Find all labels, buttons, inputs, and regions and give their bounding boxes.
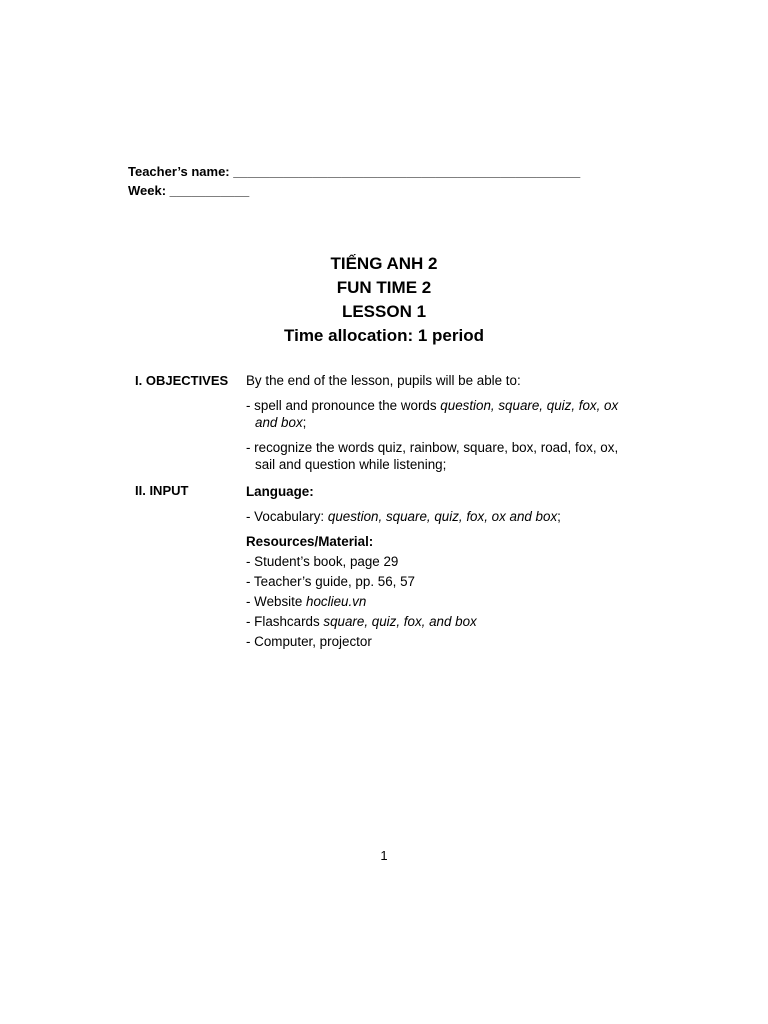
objectives-label: I. OBJECTIVES: [135, 373, 229, 388]
vocabulary-words: question, square, quiz, fox, ox and box: [327, 509, 558, 524]
page-number: 1: [380, 848, 388, 863]
objective-item-recognize: - recognize the words quiz, rainbow, square, box, road, fox, ox, sail and question while listening;: [246, 440, 619, 472]
resource-item: [246, 613, 636, 630]
week-field: Week: ___________: [128, 183, 250, 198]
input-label: II. INPUT: [135, 483, 189, 498]
resource-item: - Computer, projector: [246, 634, 372, 649]
objectives-content: [246, 372, 636, 473]
unit-title: FUN TIME 2: [336, 278, 432, 297]
objective-item-spell: [246, 397, 636, 431]
input-content: [246, 483, 636, 650]
teacher-name-field: Teacher’s name: ________________________________________________: [128, 164, 581, 179]
vocabulary-item: [246, 508, 636, 525]
resource-item: - Student’s book, page 29: [246, 554, 399, 569]
resources-heading: Resources/Material:: [246, 534, 374, 549]
resource-website-link: hoclieu.vn: [306, 594, 367, 609]
objective-item-spell-prefix: - spell and pronounce the words: [246, 398, 441, 413]
resource-flashcards-prefix: - Flashcards: [246, 614, 324, 629]
resource-item: [246, 593, 636, 610]
vocabulary-prefix: - Vocabulary:: [246, 509, 328, 524]
objective-item-spell-words: question, square, quiz, fox, ox and box: [255, 398, 619, 430]
resource-item: - Teacher’s guide, pp. 56, 57: [246, 574, 415, 589]
resource-website-prefix: - Website: [246, 594, 307, 609]
language-heading: Language:: [246, 484, 314, 499]
lesson-title-block: [0, 252, 768, 348]
subject-title: TIẾNG ANH 2: [330, 254, 438, 273]
objectives-intro: By the end of the lesson, pupils will be able to:: [246, 373, 521, 388]
objective-item-spell-suffix: ;: [302, 415, 307, 430]
vocabulary-suffix: ;: [557, 509, 561, 524]
time-allocation: Time allocation: 1 period: [284, 326, 484, 345]
lesson-title: LESSON 1: [341, 302, 427, 321]
resource-flashcards-words: square, quiz, fox, and box: [323, 614, 477, 629]
